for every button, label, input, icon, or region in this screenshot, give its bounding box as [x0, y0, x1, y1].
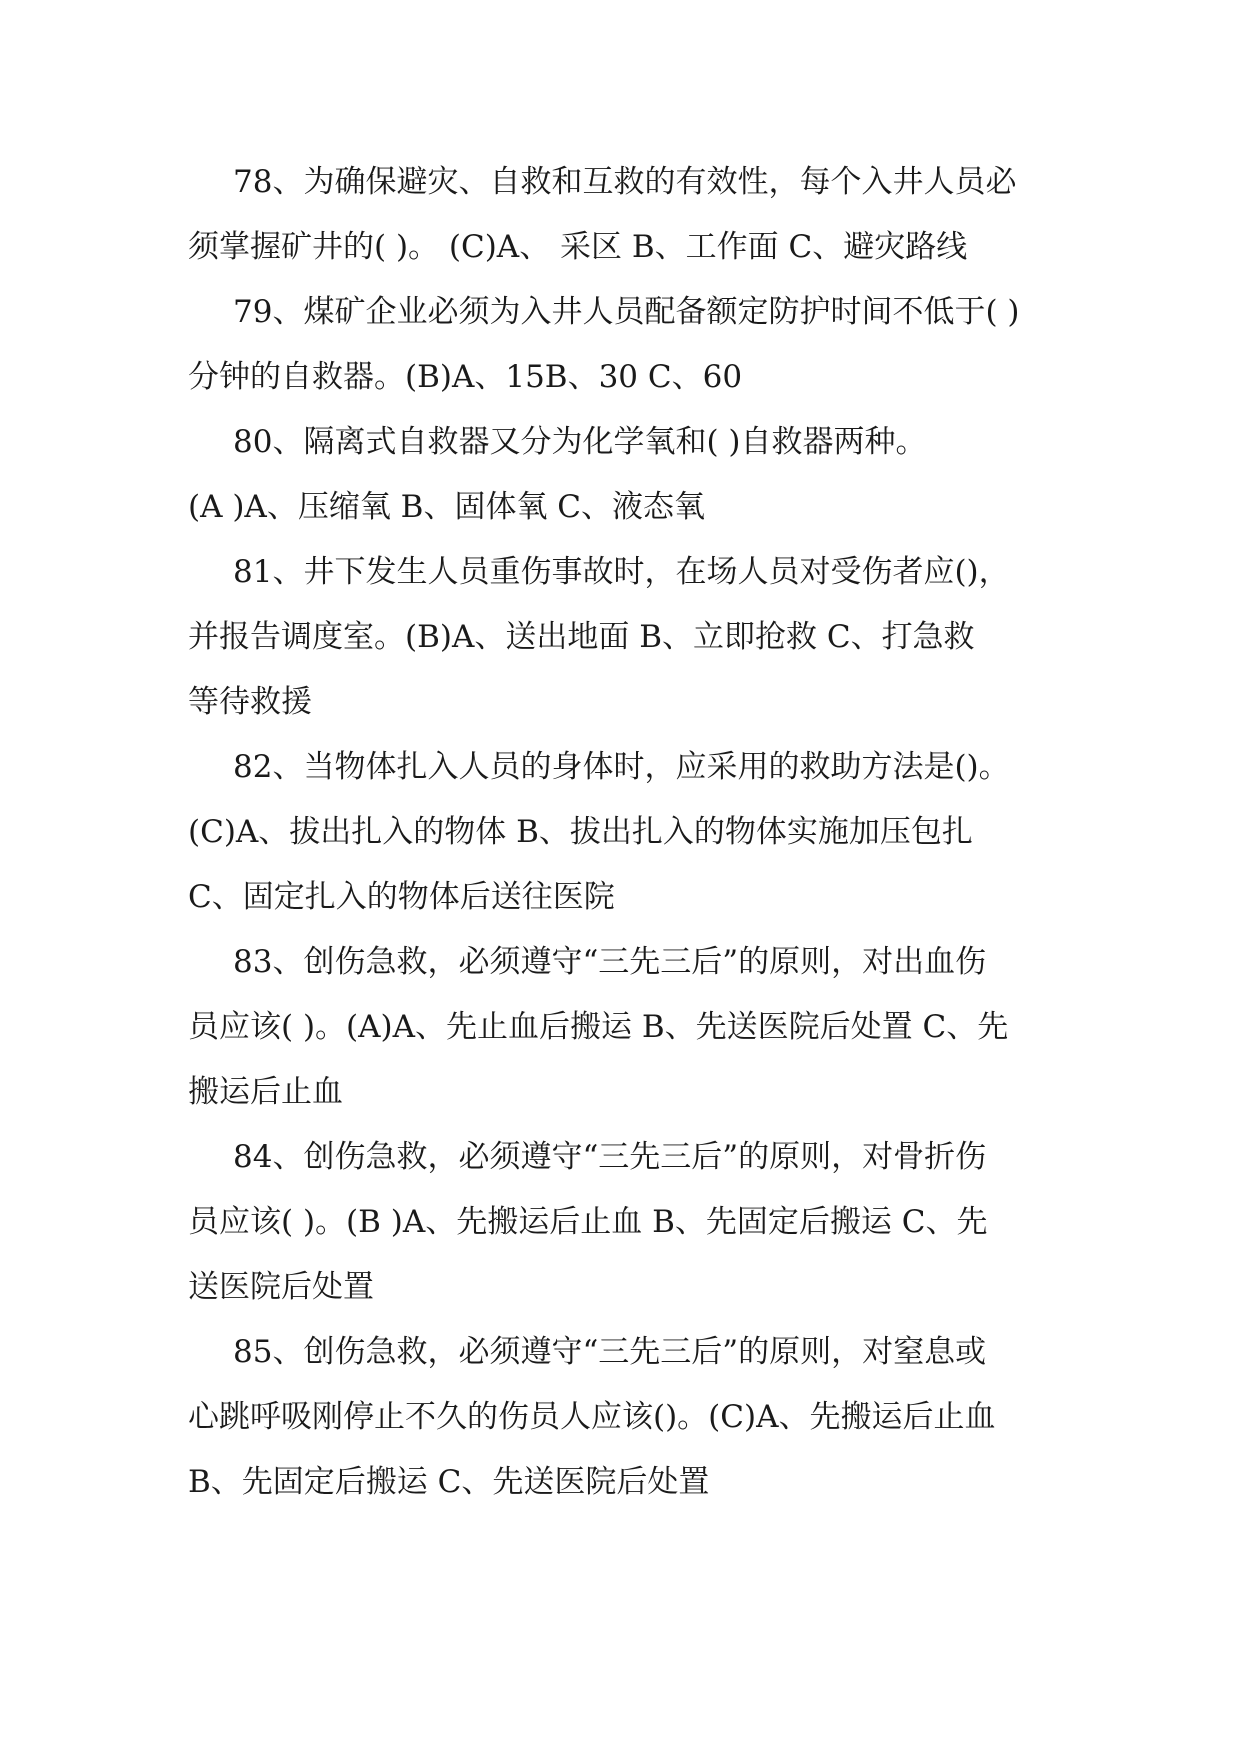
- question-line: 员应该( )。(B )A、先搬运后止血 B、先固定后搬运 C、先: [188, 1204, 988, 1240]
- question-line: 并报告调度室。(B)A、送出地面 B、立即抢救 C、打急救: [188, 619, 975, 655]
- question-line: (C)A、拔出扎入的物体 B、拔出扎入的物体实施加压包扎: [188, 814, 973, 850]
- question-line: B、先固定后搬运 C、先送医院后处置: [188, 1464, 710, 1500]
- question-82: [188, 735, 1068, 930]
- question-list: [188, 150, 1068, 1515]
- question-line: 等待救援: [188, 684, 312, 720]
- question-line: 79、煤矿企业必须为入井人员配备额定防护时间不低于( ): [233, 294, 1020, 330]
- question-line: 搬运后止血: [188, 1074, 343, 1110]
- question-line: C、固定扎入的物体后送往医院: [188, 879, 615, 915]
- question-line: 78、为确保避灾、自救和互救的有效性，每个入井人员必: [233, 164, 1017, 200]
- question-78: [188, 150, 1068, 280]
- question-line: 83、创伤急救，必须遵守“三先三后”的原则，对出血伤: [233, 944, 987, 980]
- question-80: [188, 410, 1068, 540]
- question-85: [188, 1320, 1068, 1515]
- question-line: 须掌握矿井的( )。 (C)A、 采区 B、工作面 C、避灾路线: [188, 229, 968, 265]
- question-line: 84、创伤急救，必须遵守“三先三后”的原则，对骨折伤: [233, 1139, 987, 1175]
- question-line: 分钟的自救器。(B)A、15B、30 C、60: [188, 359, 743, 395]
- question-line: 85、创伤急救，必须遵守“三先三后”的原则，对窒息或: [233, 1334, 987, 1370]
- question-line: 82、当物体扎入人员的身体时，应采用的救助方法是()。: [233, 749, 1010, 785]
- question-79: [188, 280, 1068, 410]
- question-84: [188, 1125, 1068, 1320]
- question-line: 员应该( )。(A)A、先止血后搬运 B、先送医院后处置 C、先: [188, 1009, 1009, 1045]
- question-line: 80、隔离式自救器又分为化学氧和( )自救器两种。: [233, 424, 927, 460]
- question-81: [188, 540, 1068, 735]
- question-line: 送医院后处置: [188, 1269, 374, 1305]
- question-line: 81、井下发生人员重伤事故时，在场人员对受伤者应()，: [233, 554, 1010, 590]
- question-line: (A )A、压缩氧 B、固体氧 C、液态氧: [188, 489, 706, 525]
- question-line: 心跳呼吸刚停止不久的伤员人应该()。(C)A、先搬运后止血: [188, 1399, 996, 1435]
- question-83: [188, 930, 1068, 1125]
